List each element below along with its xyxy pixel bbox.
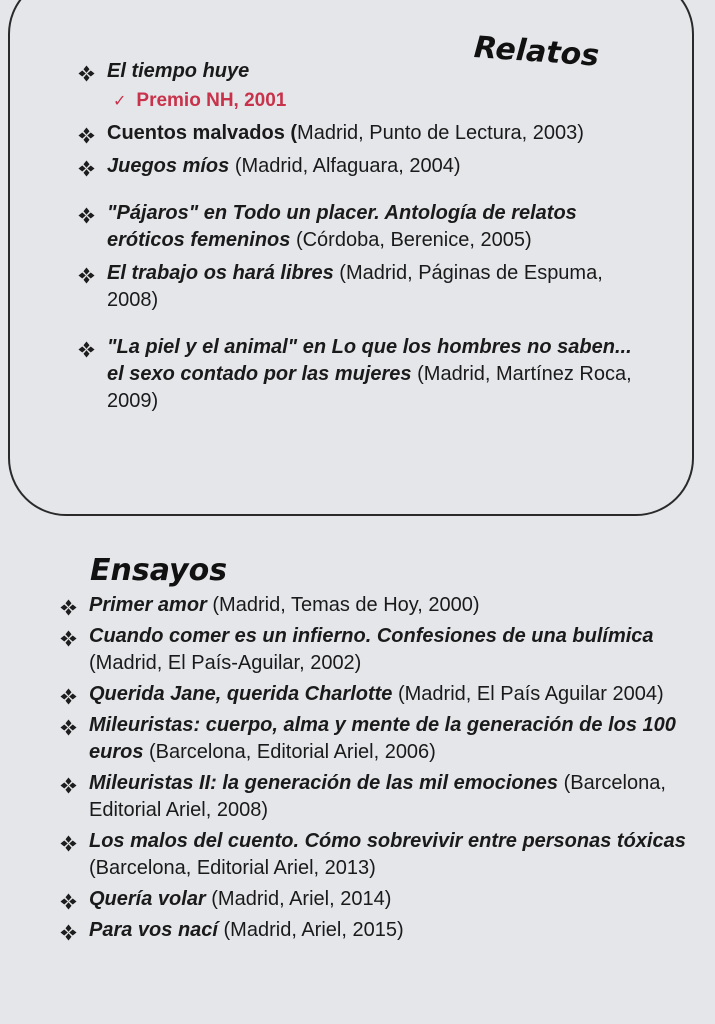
publication-info: (Córdoba, Berenice, 2005) — [290, 229, 532, 251]
list-item — [60, 681, 710, 708]
work-title: El trabajo os hará libres — [107, 262, 334, 284]
publication-info: (Madrid, Alfaguara, 2004) — [229, 155, 461, 177]
four-diamond-bullet-icon — [78, 267, 95, 284]
list-item — [60, 828, 710, 882]
check-icon: ✓ — [113, 93, 127, 110]
work-title: Mileuristas II: la generación de las mil emociones — [89, 772, 559, 794]
list-item — [78, 260, 638, 314]
list-item — [78, 120, 638, 147]
work-title: "Pájaros" en Todo un placer. Antología de relatos eróticos femeninos — [107, 202, 577, 251]
publication-info: (Barcelona, Editorial Ariel, 2008) — [89, 772, 666, 821]
relatos-list — [78, 58, 638, 415]
work-title: El tiempo huye — [107, 60, 250, 82]
work-title: Los malos del cuento. Cómo sobrevivir entre personas tóxicas — [89, 830, 686, 852]
publication-info: (Madrid, El País-Aguilar, 2002) — [89, 652, 362, 674]
four-diamond-bullet-icon — [78, 341, 95, 358]
list-item — [60, 917, 710, 944]
four-diamond-bullet-icon — [60, 688, 77, 705]
four-diamond-bullet-icon — [60, 630, 77, 647]
work-title: Primer amor — [89, 594, 207, 616]
four-diamond-bullet-icon — [78, 207, 95, 224]
award-note — [78, 87, 638, 115]
four-diamond-bullet-icon — [60, 835, 77, 852]
list-item — [60, 886, 710, 913]
publication-info: Madrid, Punto de Lectura, 2003) — [297, 122, 584, 144]
list-item — [60, 770, 710, 824]
four-diamond-bullet-icon — [78, 65, 95, 82]
list-item — [60, 623, 710, 677]
list-item — [60, 592, 710, 619]
four-diamond-bullet-icon — [60, 719, 77, 736]
work-title: Cuentos malvados ( — [107, 122, 298, 144]
list-item — [78, 58, 638, 85]
publication-info: (Madrid, Temas de Hoy, 2000) — [206, 594, 480, 616]
work-title: "La piel y el animal" en Lo que los hombres no saben... el sexo contado por las mujeres — [107, 336, 632, 385]
work-title: Cuando comer es un infierno. Confesiones de una bulímica — [89, 625, 654, 647]
list-item — [78, 200, 638, 254]
four-diamond-bullet-icon — [60, 599, 77, 616]
work-title: Para vos nací — [89, 919, 218, 941]
publication-info: (Madrid, Ariel, 2014) — [205, 888, 392, 910]
publication-info: (Barcelona, Editorial Ariel, 2006) — [143, 741, 436, 763]
award-label: Premio NH, 2001 — [136, 90, 287, 111]
work-title: Mileuristas: cuerpo, alma y mente de la generación de los 100 euros — [89, 714, 676, 763]
publication-info: (Madrid, Ariel, 2015) — [217, 919, 404, 941]
list-item — [60, 712, 710, 766]
four-diamond-bullet-icon — [60, 777, 77, 794]
work-title: Juegos míos — [107, 155, 230, 177]
work-title: Quería volar — [89, 888, 206, 910]
publication-info: (Barcelona, Editorial Ariel, 2013) — [89, 857, 376, 879]
four-diamond-bullet-icon — [78, 127, 95, 144]
publication-info: (Madrid, Páginas de Espuma, 2008) — [107, 262, 603, 311]
work-title: Querida Jane, querida Charlotte — [89, 683, 393, 705]
publication-info: (Madrid, El País Aguilar 2004) — [392, 683, 664, 705]
publication-info: (Madrid, Martínez Roca, 2009) — [107, 363, 632, 412]
list-item — [78, 153, 638, 180]
ensayos-list — [60, 592, 710, 948]
four-diamond-bullet-icon — [60, 893, 77, 910]
four-diamond-bullet-icon — [60, 924, 77, 941]
list-item — [78, 334, 638, 415]
relatos-heading: Relatos — [472, 30, 601, 74]
four-diamond-bullet-icon — [78, 160, 95, 177]
ensayos-heading: Ensayos — [90, 553, 228, 588]
